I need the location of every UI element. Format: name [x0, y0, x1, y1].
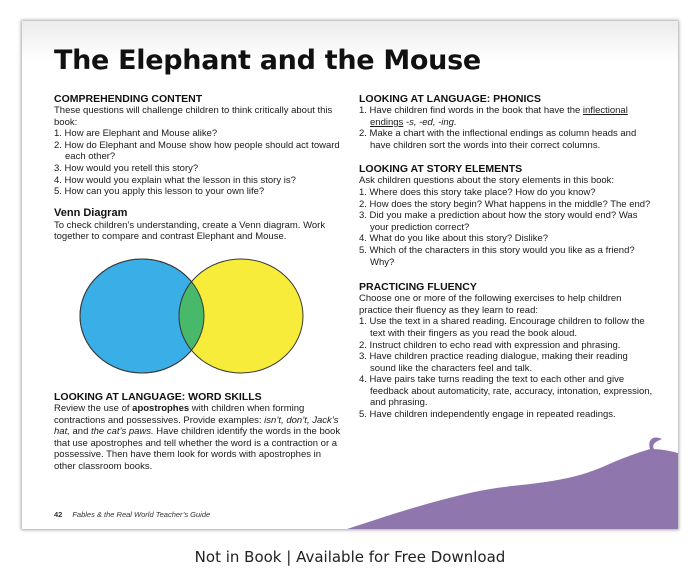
story-heading: LOOKING AT STORY ELEMENTS: [359, 163, 523, 176]
fluency-intro: Choose one or more of the following exercises to help children practice their fluency as they learn to read:: [359, 293, 622, 316]
list-item: 2. How does the story begin? What happens in the middle? The end?: [359, 198, 651, 210]
inflectional-endings-link[interactable]: inflectional endings: [370, 105, 628, 128]
download-caption: Not in Book | Available for Free Download: [194, 548, 506, 566]
page-title: The Elephant and the Mouse: [54, 45, 481, 76]
list-item: 3. Did you make a prediction about how the story would end? Was your prediction correct?: [359, 210, 638, 233]
comprehending-list: [54, 128, 342, 198]
swoosh-shape: [347, 449, 678, 529]
venn-text: To check children’s understanding, create a Venn diagram. Work together to compare and contrast Elephant and Mouse.: [54, 219, 326, 243]
right-column: [359, 93, 655, 421]
list-item: 4. How would you explain what the lesson in this story is?: [54, 174, 296, 186]
word-skills-text: Review the use of apostrophes with children when forming contractions and possessives. Provide examples: isn’t, don’t, Jack’s hat, and the cat’s paws. Have children identify the words in the book that use apostrophes and tell whether the word is a contraction or a possessive. Then have them look for words with apostrophes in other classroom books.: [54, 402, 341, 472]
comprehending-heading: COMPREHENDING CONTENT: [54, 93, 203, 105]
list-item: 2. How do Elephant and Mouse show how people should act toward each other?: [54, 139, 340, 163]
story-intro: Ask children questions about the story elements in this book:: [359, 175, 615, 187]
list-item: 1. Where does this story take place? How do you know?: [359, 186, 596, 198]
list-item: 4. What do you like about this story? Dislike?: [359, 233, 549, 245]
list-item: 2. Make a chart with the inflectional endings as column heads and have children sort the words into their correct columns.: [359, 128, 637, 151]
venn-diagram: [78, 257, 308, 375]
fluency-list: [359, 316, 655, 420]
phonics-heading: LOOKING AT LANGUAGE: PHONICS: [359, 93, 541, 105]
page-footer: [54, 510, 210, 519]
list-item: 3. Have children practice reading dialogue, making their reading sound like the characters feel and talk.: [359, 351, 628, 374]
list-item: 4. Have pairs take turns reading the text to each other and give feedback about automaticity, rate, accuracy, intonation, expression, and phrasing.: [359, 374, 653, 409]
guide-page: [22, 21, 678, 529]
fluency-heading: PRACTICING FLUENCY: [359, 281, 477, 294]
list-item: 1. Use the text in a shared reading. Encourage children to follow the text with their fingers as you read the book aloud.: [359, 316, 645, 339]
page-number: 42: [54, 510, 63, 519]
phonics-list: [359, 105, 655, 151]
guide-title: Fables & the Real World Teacher’s Guide: [72, 510, 211, 519]
story-list: [359, 187, 655, 268]
list-item: 5. Have children independently engage in repeated readings.: [359, 409, 616, 421]
comprehending-intro: These questions will challenge children to think critically about this book:: [54, 105, 333, 128]
list-item: 5. How can you apply this lesson to your own life?: [54, 186, 265, 198]
venn-heading: Venn Diagram: [54, 206, 128, 219]
word-skills-heading: LOOKING AT LANGUAGE: WORD SKILLS: [54, 390, 262, 403]
list-item: 1. How are Elephant and Mouse alike?: [54, 128, 218, 140]
left-column: [54, 93, 342, 473]
list-item: 3. How would you retell this story?: [54, 162, 199, 174]
list-item: 1. Have children find words in the book that have the inflectional endings -s, -ed, -ing.: [359, 105, 628, 128]
list-item: 5. Which of the characters in this story would you like as a friend? Why?: [359, 244, 635, 268]
list-item: 2. Instruct children to echo read with expression and phrasing.: [359, 339, 621, 351]
